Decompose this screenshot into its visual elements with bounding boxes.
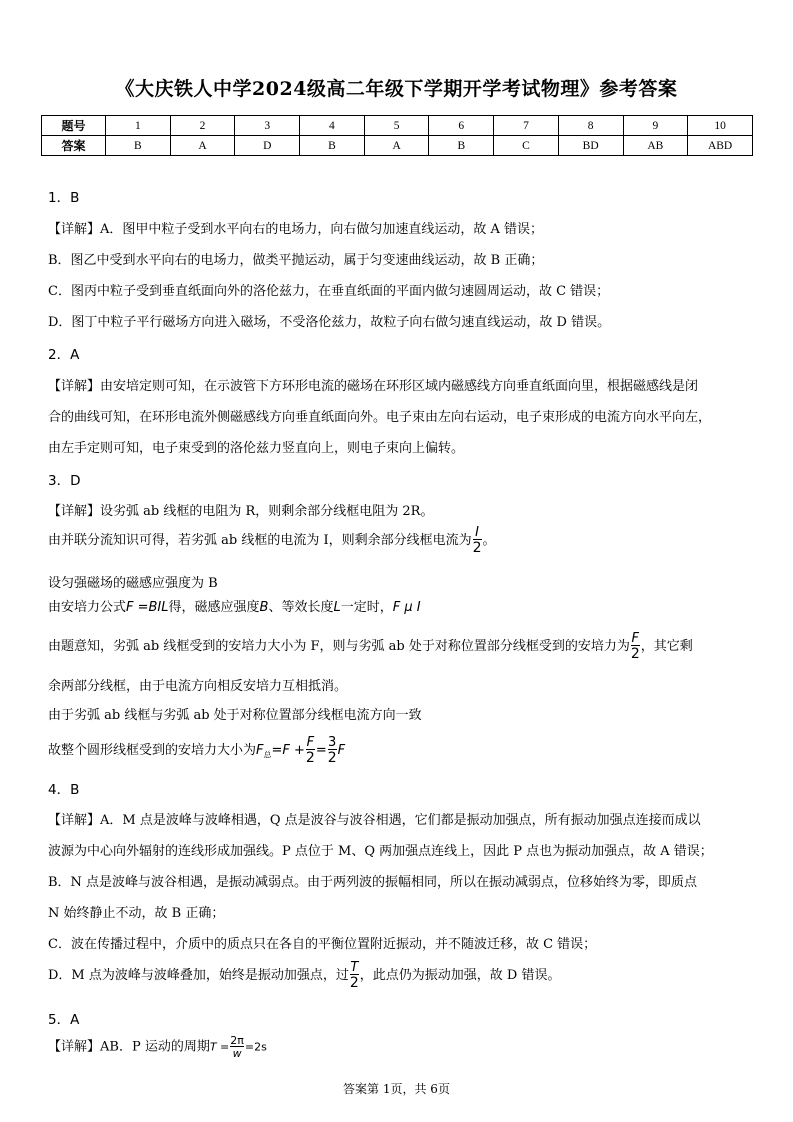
formula-result: =2s (244, 1040, 267, 1054)
answer-cell: A (364, 136, 429, 156)
formula-f-bil: F =BIL (126, 600, 169, 615)
q4-line: C．波在传播过程中，介质中的质点只在各自的平衡位置附近振动，并不随波迁移，故 C 错误； (48, 937, 597, 952)
answer-cell: B (106, 136, 171, 156)
question-number-cell: 9 (623, 116, 688, 136)
question-number-cell: 7 (494, 116, 559, 136)
fraction-denominator: 2 (472, 540, 482, 556)
answer-cell: ABD (688, 136, 753, 156)
fraction-denominator: 2 (630, 646, 640, 662)
answer-cell: D (235, 136, 300, 156)
q3-line: 设匀强磁场的磁感应强度为 B (48, 576, 218, 591)
q3-line (48, 736, 345, 765)
fraction-f-over-2 (306, 736, 315, 765)
fraction-denominator: w (230, 1046, 244, 1059)
q4-text: D．M 点为波峰与波峰叠加，始终是振动加强点，过 (48, 968, 349, 983)
q4-line: 【详解】A．M 点是波峰与波峰相遇，Q 点是波谷与波谷相遇，它们都是振动加强点，所有振动加强点连接而成以 (48, 813, 701, 828)
q4-line: 波源为中心向外辐射的连线形成加强线。P 点位于 M、Q 两加强点连线上，因此 P 点也为振动加强点，故 A 错误； (48, 844, 713, 859)
fraction-i-over-2 (473, 526, 482, 555)
row-label-number: 题号 (42, 116, 106, 136)
equation-part: =F + (271, 743, 305, 758)
q4-line: N 始终静止不动，故 B 正确； (48, 906, 225, 921)
q3-line: 【详解】设劣弧 ab 线框的电阻为 R，则剩余部分线框电阻为 2R。 (48, 504, 434, 519)
question-number-row (42, 116, 753, 136)
fraction-t-over-2 (350, 961, 359, 990)
answer-cell: AB (623, 136, 688, 156)
q3-line (48, 596, 421, 615)
q3-text: 由题意知，劣弧 ab 线框受到的安培力大小为 F，则与劣弧 ab 处于对称位置部分线框受到的安培力为 (48, 639, 630, 654)
q4-text: ，此点仍为振动加强，故 D 错误。 (359, 968, 561, 983)
row-label-answer: 答案 (42, 136, 106, 156)
symbol-f-total: F (256, 743, 264, 758)
fraction-3-over-2 (328, 736, 337, 765)
answer-cell: B (429, 136, 494, 156)
q3-text: 由安培力公式 (48, 600, 127, 615)
q3-text: 。 (482, 533, 496, 548)
fraction-numerator: F (631, 631, 640, 646)
q3-line (48, 632, 693, 661)
question-4-heading: 4．B (48, 782, 80, 798)
question-number-cell: 2 (170, 116, 235, 136)
q3-text: 由并联分流知识可得，若劣弧 ab 线框的电流为 I，则剩余部分线框电流为 (48, 533, 472, 548)
question-number-cell: 5 (364, 116, 429, 136)
fraction-denominator: 2 (327, 750, 337, 766)
q2-line: 由左手定则可知，电子束受到的洛伦兹力竖直向上，则电子束向上偏转。 (48, 441, 465, 456)
formula-period: T = (209, 1040, 230, 1054)
question-number-cell: 3 (235, 116, 300, 136)
fraction-numerator: F (306, 735, 315, 750)
formula-proportional: F µ I (392, 600, 421, 615)
q2-line: 【详解】由安培定则可知，在示波管下方环形电流的磁场在环形区域内磁感线方向垂直纸面向里，根据磁感线是闭 (48, 379, 699, 394)
q1-line: 【详解】A．图甲中粒子受到水平向右的电场力，向右做匀加速直线运动，故 A 错误； (48, 222, 544, 237)
q3-text: 、等效长度 (268, 600, 334, 615)
symbol-l: L (333, 600, 341, 615)
fraction-numerator: 3 (328, 735, 337, 750)
q3-line (48, 526, 496, 555)
question-3-heading: 3．D (48, 473, 81, 489)
answer-table (41, 115, 753, 156)
q1-line: D．图丁中粒子平行磁场方向进入磁场，不受洛伦兹力，故粒子向右做匀速直线运动，故 D 错误。 (48, 315, 611, 330)
q1-line: C．图丙中粒子受到垂直纸面向外的洛伦兹力，在垂直纸面的平面内做匀速圆周运动，故 C 错误； (48, 284, 610, 299)
fraction-denominator: 2 (305, 750, 315, 766)
subscript-total: 总 (263, 750, 272, 760)
q3-text: ，其它剩 (640, 639, 693, 654)
q3-text: 故整个圆形线框受到的安培力大小为 (48, 743, 257, 758)
question-5-heading: 5．A (48, 1012, 80, 1028)
answer-cell: BD (558, 136, 623, 156)
q3-text: 一定时， (340, 600, 393, 615)
answer-cell: B (300, 136, 365, 156)
question-number-cell: 1 (106, 116, 171, 136)
q3-text: 得，磁感应强度 (168, 600, 260, 615)
question-1-heading: 1．B (48, 190, 80, 206)
answer-row (42, 136, 753, 156)
fraction-f-over-2 (631, 632, 640, 661)
q4-line: B．N 点是波峰与波谷相遇，是振动减弱点。由于两列波的振幅相同，所以在振动减弱点，位移始终为零，即质点 (48, 875, 698, 890)
equals-sign: = (315, 743, 327, 758)
question-number-cell: 4 (300, 116, 365, 136)
fraction-numerator: I (475, 525, 479, 540)
question-number-cell: 8 (558, 116, 623, 136)
page-title: 《大庆铁人中学2024级高二年级下学期开学考试物理》参考答案 (115, 78, 678, 100)
answer-cell: A (170, 136, 235, 156)
fraction-numerator: 2π (230, 1034, 244, 1047)
fraction-2pi-over-w (230, 1035, 244, 1059)
q5-text: 【详解】AB．P 运动的周期 (48, 1039, 210, 1055)
question-2-heading: 2．A (48, 347, 80, 363)
answer-cell: C (494, 136, 559, 156)
q1-line: B．图乙中受到水平向右的电场力，做类平抛运动，属于匀变速曲线运动，故 B 正确； (48, 253, 544, 268)
symbol-b: B (259, 600, 269, 615)
symbol-f: F (337, 743, 346, 758)
q4-line (48, 961, 561, 990)
q2-line: 合的曲线可知，在环形电流外侧磁感线方向垂直纸面向外。电子束由左向右运动，电子束形成的电流方向水平向左， (48, 410, 712, 425)
q3-line: 由于劣弧 ab 线框与劣弧 ab 处于对称位置部分线框电流方向一致 (48, 708, 422, 723)
q5-line (48, 1035, 267, 1059)
page-footer: 答案第 1页，共 6页 (343, 1082, 450, 1096)
fraction-denominator: 2 (349, 975, 359, 991)
q3-line: 余两部分线框，由于电流方向相反安培力互相抵消。 (48, 679, 348, 694)
question-number-cell: 6 (429, 116, 494, 136)
question-number-cell: 10 (688, 116, 753, 136)
fraction-numerator: T (350, 960, 359, 975)
